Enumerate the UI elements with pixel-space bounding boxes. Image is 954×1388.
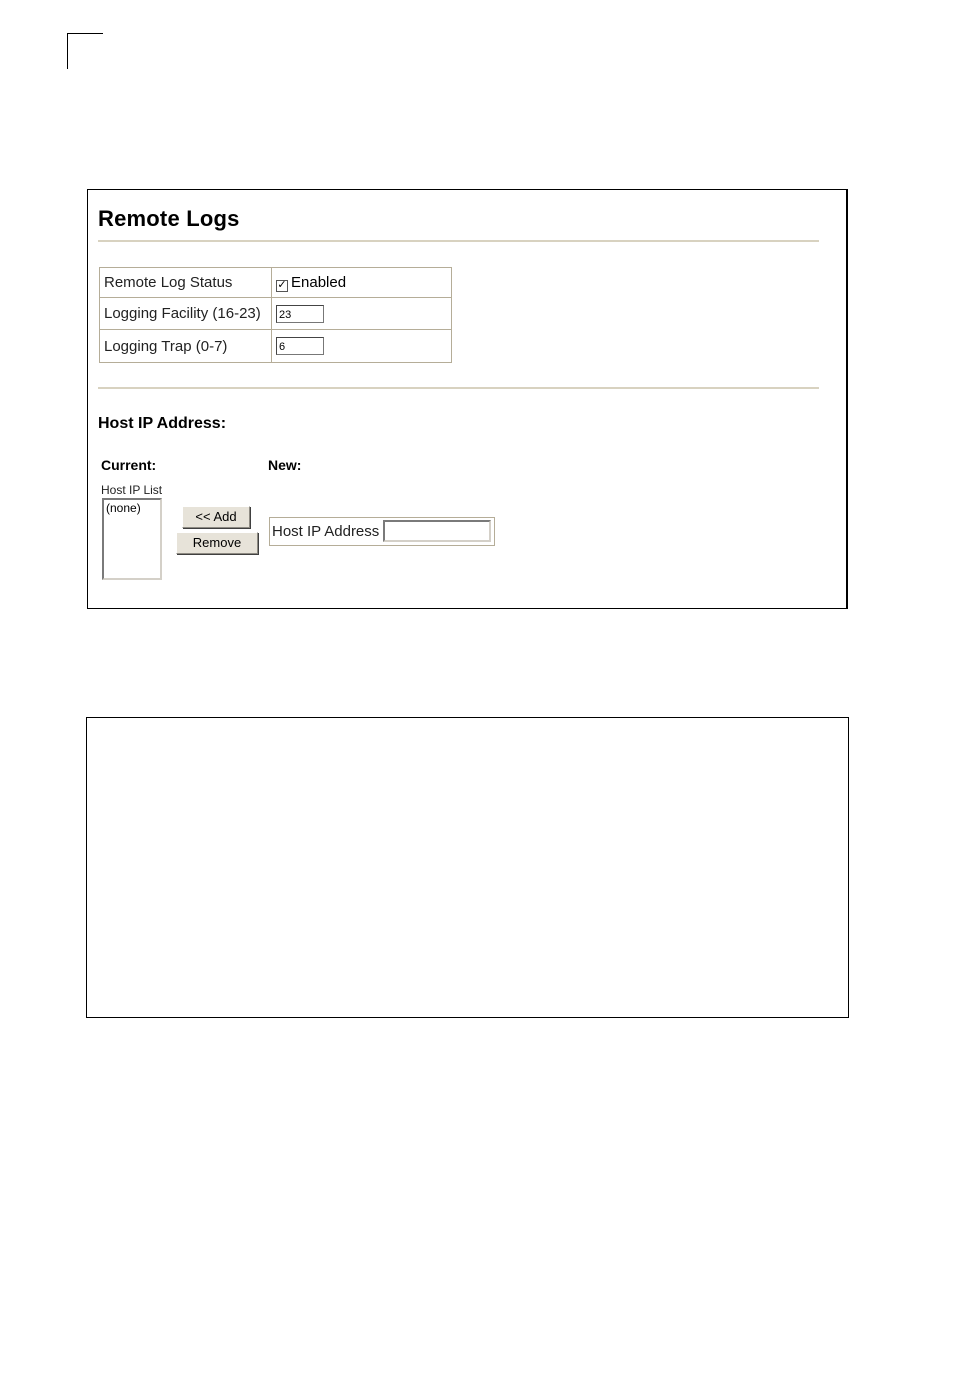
current-label: Current: [101,457,157,473]
title-divider [98,240,819,242]
remote-log-settings-table [99,267,452,363]
logging-trap-input[interactable]: 6 [276,337,324,355]
new-host-ip-label: Host IP Address [272,523,380,540]
logging-facility-input[interactable]: 23 [276,305,324,323]
remote-log-status-label: Remote Log Status [100,268,272,298]
remote-log-status-cell [272,268,452,298]
logging-trap-cell [272,330,452,363]
list-item[interactable]: (none) [106,501,141,515]
page-title: Remote Logs [98,206,240,231]
logging-trap-label: Logging Trap (0-7) [100,330,272,363]
table-row-remote-log-status [100,268,452,298]
new-host-ip-box [269,517,495,546]
host-ip-section-title: Host IP Address: [98,415,227,432]
remote-logs-panel [87,189,848,609]
host-ip-list-caption: Host IP List [101,483,163,497]
table-row-logging-trap [100,330,452,363]
host-ip-listbox[interactable] [102,498,162,580]
logging-facility-cell [272,298,452,330]
enabled-checkbox-label: Enabled [291,274,347,291]
table-row-logging-facility [100,298,452,330]
section-divider [98,387,819,389]
enabled-checkbox[interactable]: ✓ [277,279,287,291]
empty-content-box [86,717,849,1018]
host-ip-address-input[interactable] [383,520,491,542]
logging-facility-label: Logging Facility (16-23) [100,298,272,330]
remove-button[interactable]: Remove [176,532,258,554]
new-label: New: [268,457,302,473]
add-button[interactable]: << Add [182,506,250,528]
crop-mark-horizontal [67,33,103,34]
crop-mark-vertical [67,33,68,69]
